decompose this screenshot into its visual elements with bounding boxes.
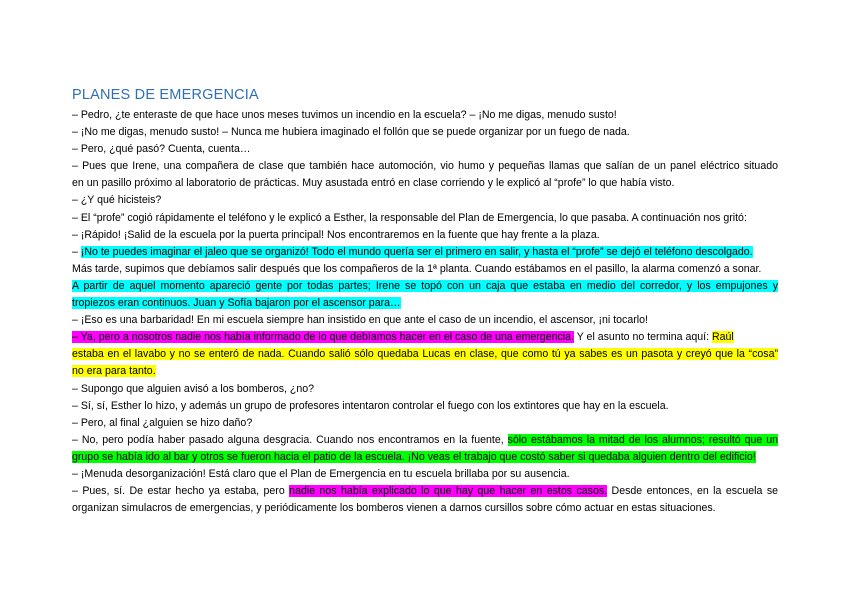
highlighted-text: no era para tanto. bbox=[72, 365, 156, 378]
text-line bbox=[72, 124, 778, 141]
text-line bbox=[72, 329, 778, 346]
text-segment: – Pues, sí. De estar hecho ya estaba, pero bbox=[72, 485, 290, 498]
text-segment: – Pedro, ¿te enteraste de que hace unos meses tuvimos un incendio en la escuela? – ¡No me digas, menudo susto! bbox=[72, 109, 617, 121]
document-body bbox=[72, 107, 778, 517]
text-segment: – Pues que Irene, una compañera de clase que también hace automoción, vio humo y pequeñas llamas que salían de un panel eléctrico situado bbox=[72, 160, 778, 173]
text-line bbox=[72, 500, 778, 517]
text-segment: Más tarde, supimos que debíamos salir después que los compañeros de la 1ª planta. Cuando estábamos en el pasillo, la alarma comenzó a sonar. bbox=[72, 262, 762, 275]
text-segment: – ¡No me digas, menudo susto! – Nunca me hubiera imaginado el follón que se puede organizar por un fuego de nada. bbox=[72, 126, 630, 139]
text-line bbox=[72, 295, 778, 312]
text-line bbox=[72, 210, 778, 227]
highlighted-text: – Ya, pero a nosotros nadie nos había informado de lo que debíamos hacer en el caso de una emergencia. bbox=[72, 331, 574, 344]
highlighted-text: grupo se había ido al bar y otros se fueron hacia el patio de la escuela. ¡No veas el trabajo que costó saber si quedaba alguien dentro del edificio! bbox=[72, 450, 756, 463]
text-segment: Y el asunto no termina aquí: bbox=[573, 331, 712, 344]
text-line bbox=[72, 158, 778, 175]
highlighted-text: nadie nos había explicado lo que hay que hacer en estos casos. bbox=[289, 485, 608, 498]
text-line bbox=[72, 141, 778, 158]
text-line bbox=[72, 381, 778, 398]
text-segment: – ¡Eso es una barbaridad! En mi escuela siempre han insistido en que ante el caso de un incendio, el ascensor, ¡ni tocarlo! bbox=[72, 314, 648, 327]
text-segment: – No, pero podía haber pasado alguna desgracia. Cuando nos encontramos en la fuente, bbox=[72, 433, 508, 446]
text-segment: – bbox=[72, 245, 81, 258]
text-segment: – Supongo que alguien avisó a los bomberos, ¿no? bbox=[72, 382, 315, 395]
highlighted-text: Raúl bbox=[712, 331, 734, 344]
text-line bbox=[72, 398, 778, 415]
text-line bbox=[72, 227, 778, 244]
highlighted-text: ¡No te puedes imaginar el jaleo que se organizó! Todo el mundo quería ser el primero en salir, y hasta el “profe” se dejó el teléfono descolgado. bbox=[80, 245, 753, 258]
highlighted-text: sólo estábamos la mitad de los alumnos; resultó que un bbox=[507, 433, 778, 446]
text-segment: – Pero, ¿qué pasó? Cuenta, cuenta… bbox=[72, 143, 251, 156]
text-segment: – ¿Y qué hicisteis? bbox=[72, 194, 162, 207]
text-line bbox=[72, 449, 778, 466]
text-segment: Desde entonces, en la escuela se bbox=[607, 485, 779, 498]
text-line bbox=[72, 346, 778, 363]
text-line bbox=[72, 175, 778, 192]
text-segment: en un pasillo próximo al laboratorio de prácticas. Muy asustada entró en clase corriendo y le explicó al “profe” lo que había visto. bbox=[72, 177, 675, 190]
text-segment: – Pero, al final ¿alguien se hizo daño? bbox=[72, 416, 253, 429]
highlighted-text: tropiezos eran continuos. Juan y Sofía bajaron por el ascensor para… bbox=[72, 297, 401, 310]
text-line bbox=[72, 244, 778, 261]
text-segment: – ¡Rápido! ¡Salid de la escuela por la puerta principal! Nos encontraremos en la fuente que hay frente a la plaza. bbox=[72, 228, 600, 241]
text-line bbox=[72, 415, 778, 432]
text-segment: – ¡Menuda desorganización! Está claro que el Plan de Emergencia en tu escuela brillaba por su ausencia. bbox=[72, 467, 570, 480]
text-line bbox=[72, 278, 778, 295]
text-line bbox=[72, 261, 778, 278]
text-line bbox=[72, 312, 778, 329]
text-line bbox=[72, 363, 778, 380]
document-title: PLANES DE EMERGENCIA bbox=[72, 87, 259, 103]
text-line bbox=[72, 466, 778, 483]
text-segment: organizan simulacros de emergencias, y periódicamente los bomberos vienen a darnos cursillos sobre cómo actuar en estas situaciones. bbox=[72, 502, 716, 515]
highlighted-text: A partir de aquel momento apareció gente por todas partes; Irene se topó con un caja que estaba en medio del corredor, y los empujones y bbox=[72, 279, 778, 292]
text-line bbox=[72, 483, 778, 500]
text-line bbox=[72, 192, 778, 209]
text-line bbox=[72, 107, 778, 124]
text-line bbox=[72, 432, 778, 449]
text-segment: – Sí, sí, Esther lo hizo, y además un grupo de profesores intentaron controlar el fuego con los extintores que hay en la escuela. bbox=[72, 399, 669, 412]
text-segment: – El “profe” cogió rápidamente el teléfono y le explicó a Esther, la responsable del Plan de Emergencia, lo que pasaba. A continuación nos gritó: bbox=[72, 211, 747, 224]
highlighted-text: estaba en el lavabo y no se enteró de nada. Cuando salió sólo quedaba Lucas en clase, que como tú ya sabes es un pasota y creyó que la “cosa” bbox=[72, 348, 778, 361]
